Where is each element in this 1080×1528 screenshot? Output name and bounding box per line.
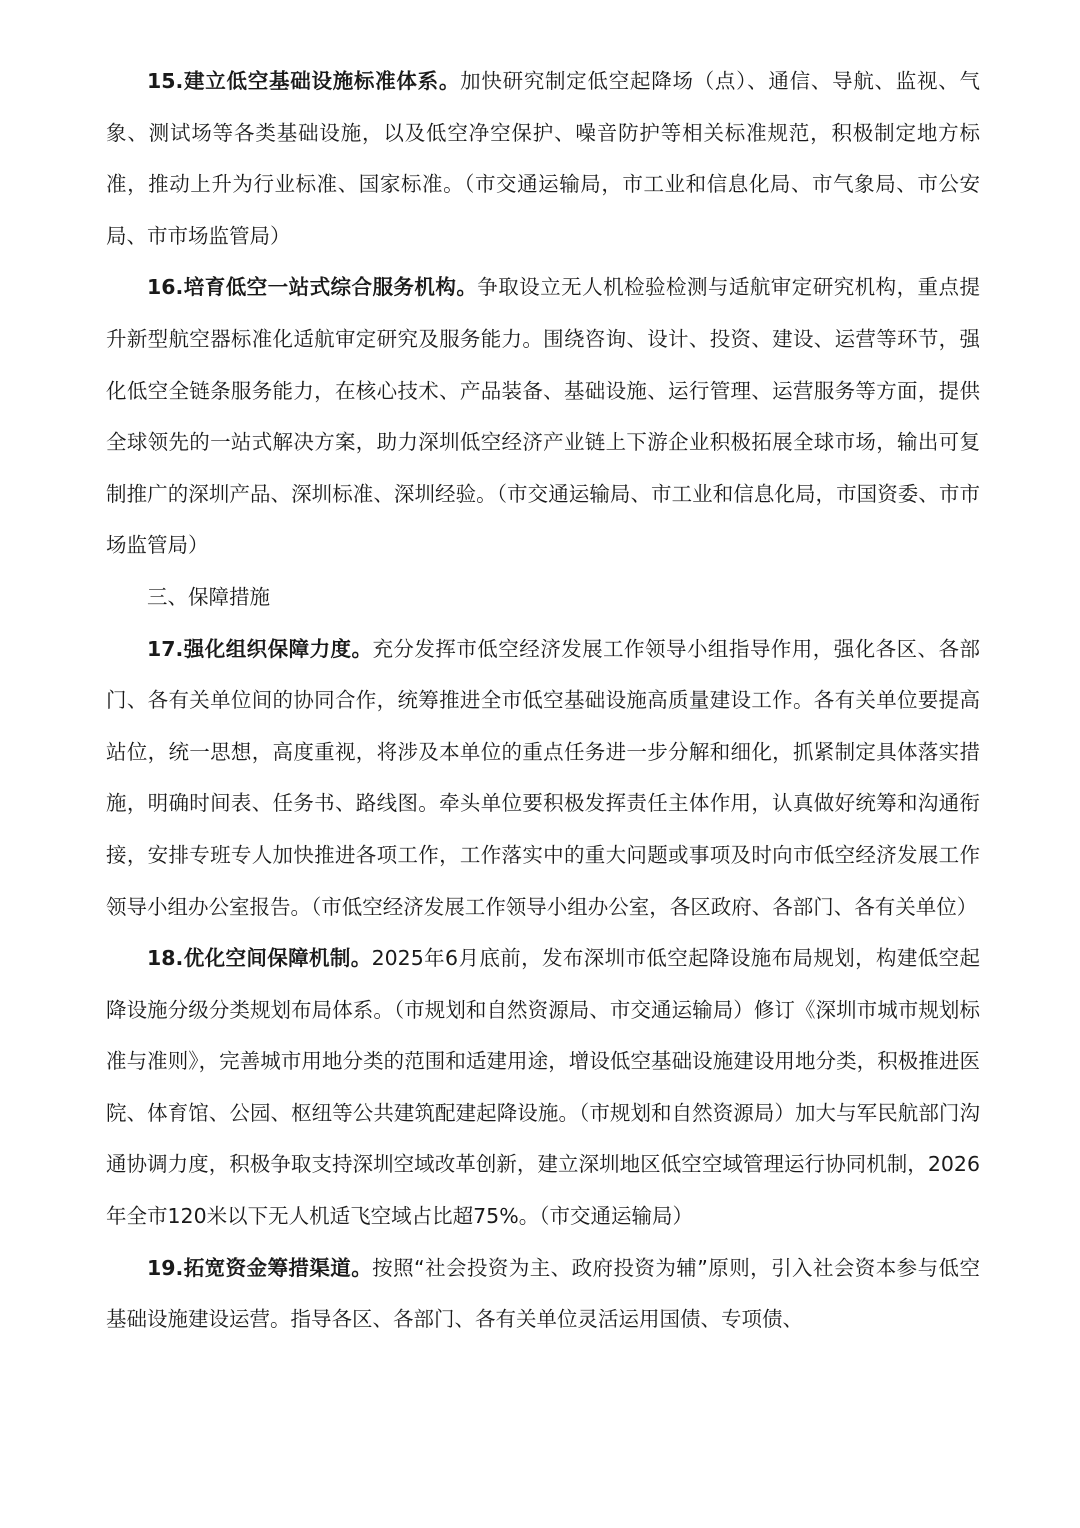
- paragraph-19-title: 19.拓宽资金筹措渠道。: [147, 1255, 373, 1280]
- paragraph-19: [106, 1243, 980, 1346]
- paragraph-18: [106, 933, 980, 1243]
- paragraph-18-title: 18.优化空间保障机制。: [147, 946, 372, 971]
- paragraph-17: [106, 624, 980, 934]
- paragraph-15-body: 加快研究制定低空起降场（点）、通信、导航、监视、气象、测试场等各类基础设施，以及低空净空保护、噪音防护等相关标准规范，积极制定地方标准，推动上升为行业标准、国家标准。（市交通运输局，市工业和信息化局、市气象局、市公安局、市市场监管局）: [106, 69, 980, 248]
- paragraph-15-title: 15.建立低空基础设施标准体系。: [147, 69, 461, 93]
- paragraph-19-body: 按照“社会投资为主、政府投资为辅”原则，引入社会资本参与低空基础设施建设运营。指导各区、各部门、各有关单位灵活运用国债、专项债、: [106, 1255, 980, 1332]
- section-heading-3: 三、保障措施: [147, 584, 270, 609]
- paragraph-16: [106, 262, 980, 572]
- paragraph-16-title: 16.培育低空一站式综合服务机构。: [147, 275, 478, 300]
- paragraph-15: [106, 56, 980, 262]
- paragraph-17-title: 17.强化组织保障力度。: [147, 636, 373, 661]
- paragraph-17-body: 充分发挥市低空经济发展工作领导小组指导作用，强化各区、各部门、各有关单位间的协同合作，统筹推进全市低空基础设施高质量建设工作。各有关单位要提高站位，统一思想，高度重视，将涉及本单位的重点任务进一步分解和细化，抓紧制定具体落实措施，明确时间表、任务书、路线图。牵头单位要积极发挥责任主体作用，认真做好统筹和沟通衔接，安排专班专人加快推进各项工作，工作落实中的重大问题或事项及时向市低空经济发展工作领导小组办公室报告。（市低空经济发展工作领导小组办公室，各区政府、各部门、各有关单位）: [106, 636, 980, 919]
- paragraph-16-body: 争取设立无人机检验检测与适航审定研究机构，重点提升新型航空器标准化适航审定研究及服务能力。围绕咨询、设计、投资、建设、运营等环节，强化低空全链条服务能力，在核心技术、产品装备、基础设施、运行管理、运营服务等方面，提供全球领先的一站式解决方案，助力深圳低空经济产业链上下游企业积极拓展全球市场，输出可复制推广的深圳产品、深圳标准、深圳经验。（市交通运输局、市工业和信息化局，市国资委、市市场监管局）: [106, 275, 980, 558]
- paragraph-18-body: 2025年6月底前，发布深圳市低空起降设施布局规划，构建低空起降设施分级分类规划布局体系。（市规划和自然资源局、市交通运输局）修订《深圳市城市规划标准与准则》，完善城市用地分类的范围和适建用途，增设低空基础设施建设用地分类，积极推进医院、体育馆、公园、枢纽等公共建筑配建起降设施。（市规划和自然资源局）加大与军民航部门沟通协调力度，积极争取支持深圳空域改革创新，建立深圳地区低空空域管理运行协同机制，2026年全市120米以下无人机适飞空域占比超75%。（市交通运输局）: [106, 946, 980, 1229]
